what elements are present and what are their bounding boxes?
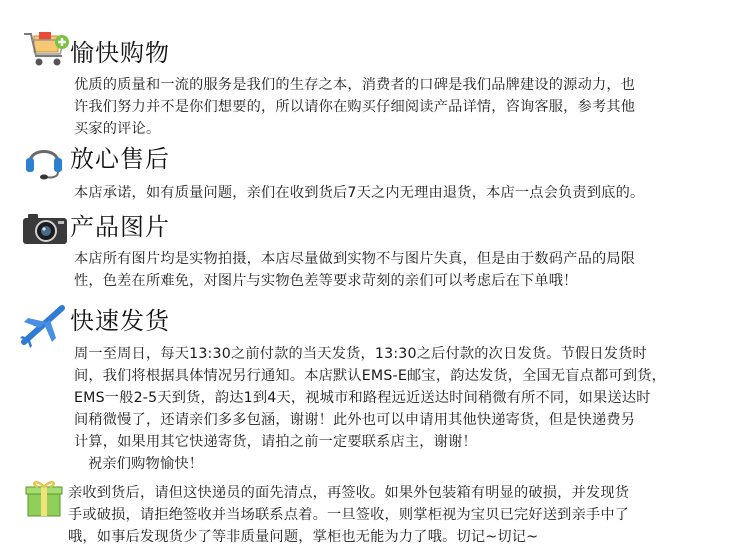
section-body (68, 482, 724, 548)
section-title: 放心售后 (70, 145, 170, 173)
body-line: 本店所有图片均是实物拍摄，本店尽量做到实物不与图片失真，但是由于数码产品的局限 (74, 251, 636, 267)
section-body (74, 343, 714, 475)
body-line: 计算，如果用其它快递寄货，请拍之前一定要联系店主，谢谢！ (74, 434, 477, 450)
section-title: 愉快购物 (70, 39, 170, 67)
body-line: 哦，如事后发现货少了等非质量问题，掌柜也无能为力了哦。切记~切记~ (68, 529, 539, 545)
headset-icon (22, 140, 66, 184)
closing-wish: 祝亲们购物愉快！ (88, 456, 204, 472)
body-line: 许我们努力并不是你们想要的，所以请你在购买仔细阅读产品详情，咨询客服，参考其他 (74, 99, 636, 115)
shopping-cart-icon (22, 30, 70, 78)
section-body (74, 182, 714, 204)
body-line: 性，色差在所难免，对图片与实物色差等要求苛刻的亲们可以考虑后在下单哦！ (74, 273, 578, 289)
body-line: 间，我们将根据具体情况另行通知。本店默认EMS-E邮宝，韵达发货，全国无盲点都可到货， (74, 368, 667, 384)
section-body (74, 248, 714, 292)
section-title: 产品图片 (70, 213, 170, 241)
body-line: 本店承诺，如有质量问题，亲们在收到货后7天之内无理由退货，本店一点会负责到底的。 (74, 185, 645, 201)
body-line: 手或破损，请拒绝签收并当场联系点着。一旦签收，则掌柜视为宝贝已完好送到亲手中了 (68, 507, 630, 523)
camera-icon (22, 212, 68, 250)
section-title: 快速发货 (70, 307, 170, 335)
body-line: 亲收到货后，请但这快递员的面先清点，再签收。如果外包装箱有明显的破损，并发现货 (68, 485, 630, 501)
body-line: EMS一般2-5天到货，韵达1到4天，视城市和路程远近送达时间稍微有所不同，如果送达时 (74, 390, 651, 406)
section-body (74, 74, 714, 140)
body-line: 间稍微慢了，还请亲们多多包涵，谢谢！此外也可以申请用其他快递寄货，但是快递费另 (74, 412, 636, 428)
body-line: 买家的评论。 (74, 121, 161, 137)
body-line: 周一至周日，每天13:30之前付款的当天发货，13:30之后付款的次日发货。节假日发货时 (74, 346, 647, 362)
body-line: 优质的质量和一流的服务是我们的生存之本，消费者的口碑是我们品牌建设的源动力，也 (74, 77, 636, 93)
gift-box-icon (24, 478, 64, 522)
airplane-icon (18, 302, 68, 352)
